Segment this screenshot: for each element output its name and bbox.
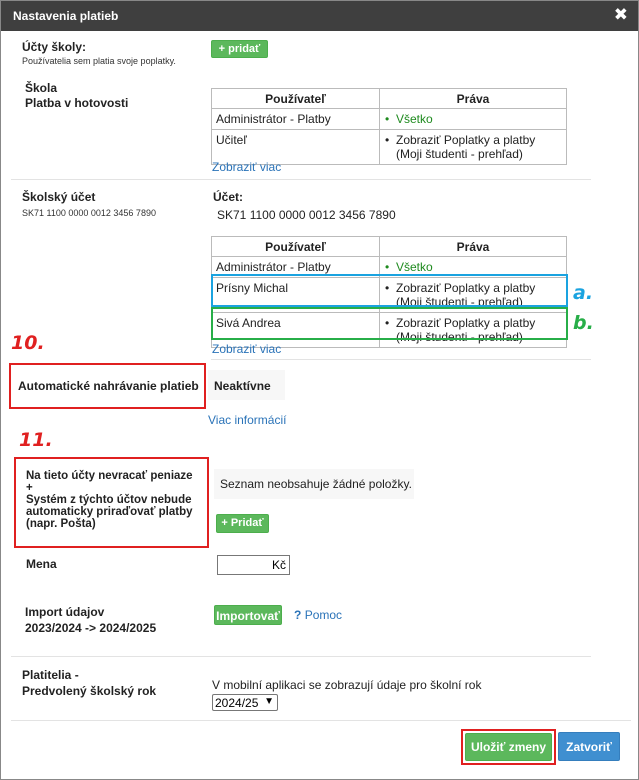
empty-list-message: Seznam neobsahuje žádné položky. (214, 469, 414, 499)
annotation-11: 11. (19, 429, 53, 451)
close-icon[interactable]: ✖ (613, 5, 628, 24)
import-button[interactable]: Importovať (214, 605, 282, 625)
close-button[interactable]: Zatvoriť (558, 732, 620, 761)
bank-account-name: Školský účet (22, 190, 96, 204)
bank-account-iban-small: SK71 1100 0000 0012 3456 7890 (22, 208, 156, 218)
bank-show-more-link[interactable]: Zobraziť viac (212, 342, 282, 356)
accounts-heading: Účty školy: (22, 40, 87, 54)
accounts-subheading: Používatelia sem platia svoje poplatky. (22, 56, 176, 66)
payers-label: Platitelia - (22, 668, 79, 682)
add-no-return-account-button[interactable]: + Pridať (216, 514, 269, 533)
user-cell: Prísny Michal (212, 278, 380, 313)
annotation-10: 10. (11, 332, 45, 354)
column-header-rights: Práva (380, 89, 567, 109)
annotation-b: b. (573, 312, 594, 334)
table-header-row (212, 89, 567, 109)
rights-text: Všetko (396, 112, 433, 126)
no-return-line: automaticky priraďovať platby (26, 506, 193, 518)
help-label: Pomoc (304, 608, 343, 622)
rights-cell (380, 130, 567, 165)
column-header-user: Používateľ (212, 237, 380, 257)
divider (11, 656, 591, 657)
auto-upload-label: Automatické nahrávanie platieb (18, 379, 199, 393)
table-header-row (212, 237, 567, 257)
bullet-icon: • (385, 316, 390, 330)
bullet-icon: • (385, 260, 390, 274)
rights-cell (380, 109, 567, 130)
chevron-down-icon: ▼ (264, 696, 274, 707)
save-button[interactable]: Uložiť zmeny (465, 733, 552, 761)
add-account-button[interactable]: + pridať (211, 40, 268, 58)
no-return-line: (napr. Pošta) (26, 518, 96, 530)
default-year-description: V mobilní aplikaci se zobrazují údaje pro školní rok (212, 678, 482, 692)
dialog-titlebar (1, 1, 638, 31)
divider (11, 720, 631, 721)
user-cell: Učiteľ (212, 130, 380, 165)
rights-text: Zobraziť Poplatky a platby (396, 316, 536, 330)
account-number: SK71 1100 0000 0012 3456 7890 (217, 208, 396, 222)
table-row (212, 109, 567, 130)
help-icon: ? (294, 608, 302, 622)
no-return-line: Systém z týchto účtov nebude (26, 494, 192, 506)
no-return-label (26, 470, 193, 530)
more-info-link[interactable]: Viac informácií (208, 413, 287, 427)
cash-show-more-link[interactable]: Zobraziť viac (212, 160, 282, 174)
highlight-box-a (211, 274, 568, 307)
bullet-icon: • (385, 112, 390, 126)
highlight-box-b (211, 307, 568, 340)
no-return-line: + (26, 482, 33, 494)
help-link[interactable] (294, 608, 342, 622)
annotation-a: a. (573, 282, 594, 304)
cash-permissions-table (211, 88, 567, 165)
column-header-user: Používateľ (212, 89, 380, 109)
currency-label: Mena (26, 557, 57, 571)
rights-text-detail: (Moji študenti - prehľad) (396, 147, 523, 161)
rights-text: Zobraziť Poplatky a platby (396, 133, 536, 147)
user-cell: Sivá Andrea (212, 313, 380, 348)
rights-text: Zobraziť Poplatky a platby (396, 281, 536, 295)
rights-text-detail: (Moji študenti - prehľad) (396, 330, 523, 344)
rights-text: Všetko (396, 260, 433, 274)
dialog-title: Nastavenia platieb (13, 9, 119, 23)
user-cell: Administrátor - Platby (212, 109, 380, 130)
no-return-line: Na tieto účty nevracať peniaze (26, 470, 193, 482)
column-header-rights: Práva (380, 237, 567, 257)
account-label: Účet: (213, 190, 244, 204)
default-year-label: Predvolený školský rok (22, 684, 157, 698)
bullet-icon: • (385, 281, 390, 295)
auto-upload-status: Neaktívne (208, 370, 285, 400)
bullet-icon: • (385, 133, 390, 147)
user-cell: Administrátor - Platby (212, 257, 380, 278)
school-year-select[interactable] (212, 694, 278, 711)
rights-text-detail: (Moji študenti - prehľad) (396, 295, 523, 309)
cash-account-type: Platba v hotovosti (25, 96, 129, 110)
import-years: 2023/2024 -> 2024/2025 (25, 621, 157, 635)
divider (211, 359, 591, 360)
import-label: Import údajov (25, 605, 105, 619)
divider (11, 179, 591, 180)
currency-input[interactable]: Kč (217, 555, 290, 575)
school-year-value: 2024/25 (215, 696, 259, 710)
cash-account-name: Škola (25, 81, 58, 95)
